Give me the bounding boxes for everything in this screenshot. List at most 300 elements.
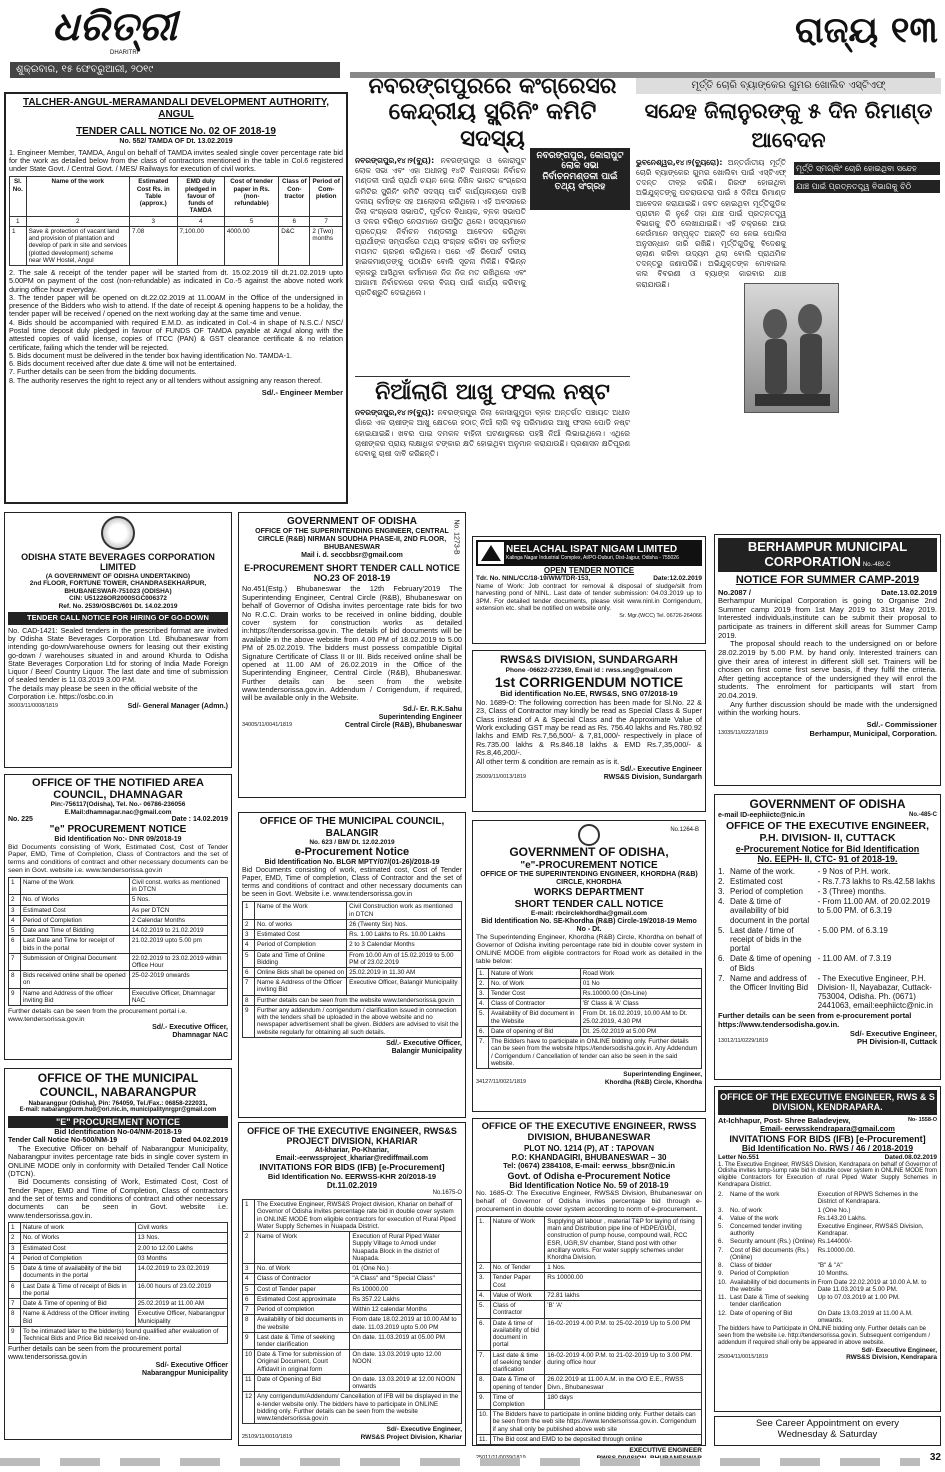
notice-ref: No. 552/ TAMDA OF Dt. 13.02.2019 — [119, 137, 233, 145]
ad-code: 34005/11/0041/1819 — [242, 721, 293, 728]
item-label: Last Date & Time of seeking tender clarification — [730, 1294, 809, 1309]
row-label: Class of Contractor — [489, 999, 581, 1009]
signature: Sd/.- Engineer Member — [261, 387, 343, 397]
table-row — [243, 995, 462, 1005]
table-cell: 2 (Two) months — [310, 226, 343, 265]
item-value: Up to 07.03.2019 at 1.00 PM. — [817, 1294, 900, 1302]
notice-title: INVITATIONS FOR BIDS (IFB) [e-Procurement] — [729, 1133, 926, 1144]
row-value: 2 to 3 Calendar Months — [347, 940, 462, 950]
office-name: OFFICE OF THE EXECUTIVE ENGINEER, P.H. DIVISION- II, CUTTACK — [725, 819, 930, 844]
row-number: 9 — [243, 1332, 255, 1349]
table-row — [477, 1290, 702, 1300]
row-text: To be intimated later to the bidder(s) found qualified after evaluation of Technical Bids and Price Bid received on-line. — [21, 1326, 228, 1343]
bid-id: Bid Identification No. SE-Khordha (R&B) Circle-19/2018-19 Memo No - Dt. — [481, 918, 697, 934]
tamda-tender-notice — [4, 92, 348, 504]
list-item — [718, 1207, 937, 1214]
row-text: The Bid cost and EMD to be deposited through online — [490, 1434, 701, 1444]
notice-title: NOTICE FOR SUMMER CAMP-2019 — [735, 573, 920, 586]
row-value: 01 (One No.) — [350, 1264, 462, 1274]
row-label: Date of Opening of Bid — [255, 1374, 350, 1391]
row-text: The Bidders have to participate in online bidding only. Further details can be seen from the web site https://www.tendersorissa.gov.in. Corrigendum if any shall only be published above web site — [490, 1410, 701, 1435]
item-number: 3. — [718, 1206, 724, 1214]
notice-title: "E" PROCUREMENT NOTICE — [8, 1116, 228, 1128]
list-item — [718, 887, 937, 896]
notice-footer: Further details can be seen from the procurement portal www.tendersorissa.gov.in — [8, 1346, 182, 1362]
row-label: No. of Work — [255, 1264, 350, 1274]
row-label: Last Date & Time of receipt of Bids in the portal — [21, 1281, 136, 1298]
nabarangpur-municipal-notice — [4, 1068, 232, 1440]
table-row — [243, 1374, 462, 1391]
row-number: 2. — [477, 1263, 491, 1273]
signature-office: Central Circle (R&B), Bhubaneswar — [344, 721, 462, 729]
table-row — [477, 1026, 702, 1036]
column-number: 5 — [224, 216, 278, 226]
signature: Sd/.- Executive Officer, — [386, 1039, 462, 1047]
item-value: - 3 (Three) months. — [817, 887, 887, 897]
row-label: Estimated Cost — [255, 930, 347, 940]
table-row — [9, 915, 228, 925]
career-strip — [714, 1416, 941, 1446]
list-item — [718, 1294, 937, 1308]
notice-date: Date.13.02.2019 — [881, 587, 937, 597]
row-label: Date & Time for submission of Original Document, Court Affidavit in original form — [255, 1350, 350, 1375]
notice-body: Berhampur Municipal Corporation is going to Organise 2nd Summer camp 2019 from 1st May 2019 to 31st May 2019. Interested individuals,institute can be submit their proposal to participate as trainers in different skill areas for Summer Camp 2019. — [718, 596, 937, 640]
table-cell: D&C — [279, 226, 310, 265]
item-number: 6. — [718, 954, 725, 964]
row-number: 6. — [477, 1318, 491, 1350]
table-row — [9, 1223, 228, 1233]
office-address: PLOT NO. 1214 (P), AT : TAPOVAN — [524, 1143, 654, 1153]
table-row — [9, 1264, 228, 1281]
ad-code: 25004/11/0015/1819 — [718, 1354, 769, 1361]
balangir-municipal-notice — [238, 812, 466, 1118]
row-value: Executive Officer, Dhamnagar NAC — [129, 988, 227, 1005]
signature: Sd/- Executive Engineer, — [861, 1346, 937, 1354]
row-number: 6. — [477, 1026, 489, 1036]
para-7: 7. Further details can be seen from the bidding documents. — [9, 367, 197, 377]
row-label: Date and Time of Online Bidding — [255, 950, 347, 967]
row-label: Date & time of availability of the bid documents in the portal — [21, 1264, 136, 1281]
office-name: OFFICE OF THE NOTIFIED AREA COUNCIL, DHAMNAGAR — [32, 777, 204, 801]
row-number: 1. — [477, 968, 489, 978]
row-number: 4 — [243, 1274, 255, 1284]
row-label: Availability of bid documents in the website — [255, 1315, 350, 1332]
ph-division-cuttack-notice — [714, 794, 941, 1080]
row-number: 8 — [9, 971, 21, 988]
table-header: Cost of tender paper in Rs. (non-refundable) — [224, 177, 278, 216]
table-row — [243, 1350, 462, 1375]
notice-body: Bid Documents consisting of work, estimated cost, Cost of Tender Paper, EMD, Time of completion, Class of Contractor and the set of terms and conditions of contract and other necessary documents can be seen in Govt. Website i.e. www.tendersorissa.gov.in — [242, 867, 462, 899]
item-number: 9. — [718, 1270, 724, 1278]
row-value: On date. 13.03.2019 upto 12.00 NOON — [350, 1350, 462, 1375]
item-label: Date & time of availability of bid document in the portal — [730, 897, 810, 925]
row-label: Date of opening of Bid — [489, 1026, 581, 1036]
row-number: 7 — [243, 978, 255, 995]
table-row — [477, 1216, 702, 1262]
item-value: 1 (One No.) — [817, 1206, 851, 1214]
item-label: Cost of Bid documents (Rs.) (Online) — [730, 1246, 809, 1261]
table-cell: 1 — [10, 226, 27, 265]
corp-address: 2nd FLOOR, FORTUNE TOWER, CHANDRASEKHARPUR, BHUBANESWAR-751023 (ODISHA) — [29, 580, 207, 595]
gov-name: GOVERNMENT OF ODISHA, — [509, 845, 669, 859]
odisha-emblem-icon — [578, 824, 600, 846]
ad-code: 25009/11/0013/1819 — [476, 774, 527, 780]
table-row — [243, 1305, 462, 1315]
item-number: 11. — [718, 1294, 727, 1302]
row-label: Last Date and Time for receipt of bids in the portal — [21, 936, 130, 953]
item-label: Date & time of opening of Bids — [730, 954, 812, 973]
item-label: Availability of bid documents in the website — [730, 1278, 816, 1293]
row-text: Further details can be seen from the website www.tendersorissa.gov.in — [255, 995, 462, 1005]
office-email: Email:-eerwssproject_khariar@rediffmail.com — [275, 1154, 429, 1162]
notice-ref: Ref. No. 2539/OSBC/601 Dt. 14.02.2019 — [58, 602, 178, 610]
news-idol-theft — [636, 78, 941, 506]
notice-body: No. CAD-1421: Sealed tenders in the prescribed format are invited by Odisha State Beverages Corporation Ltd. Bhubaneswar from intending go-down/warehouse owners for leasing out their existing go-down / warehouses situated in and around Khurda to Odisha State Beverages Corporation Ltd for storing of India Made Foreign Liquor / Beer/ Country Liquor. The last date and time of submission of sealed tender is 11.03.2019 3.00 P.M. — [8, 625, 228, 685]
footer-bar — [0, 1452, 945, 1472]
row-value: Civil Construction work as mentioned in DTCN — [347, 902, 462, 919]
item-value: - 11.00 AM. of 7.3.19 — [817, 954, 892, 964]
row-number: 6 — [243, 1294, 255, 1304]
row-label: Period of completion — [255, 1305, 350, 1315]
row-value: 2.00 to 12.00 Lakhs — [135, 1243, 227, 1253]
row-label: Availability of Bid document in the Website — [489, 1009, 581, 1026]
list-item — [718, 1279, 937, 1293]
story-body: ନବରଙ୍ଗପୁର ଓ କୋରାପୁଟ ଲୋକ ସଭା ଏବଂ ଏହା ଅଧୀନସ୍ଥ ୧୪ଟି ବିଧାନସଭା ନିର୍ବାଚନ ମଣ୍ଡଳୀ ପାଇଁ ପ୍ରାର୍ଥୀ ଚୟନ ନେଇ ନିଖିଳ ଭାରତ କଂଗ୍ରେସ କମିଟିର ସ୍କ୍ରିନିଂ କମିଟି ସଦସ୍ୟ ପାର୍ଟି କାର୍ଯ୍ୟାଳୟରେ ପହଞ୍ଚି ଦଳୀୟ କର୍ମୀଙ୍କ ସହ ଆଲୋଚନା କରିଥିଲେ। ଏହି ଅବସରରେ ଜିଲା କଂଗ୍ରେସ ସଭାପତି, ପୂର୍ବତନ ବିଧାୟକ, ବ୍ଳକ ସଭାପତି ଓ ଦଳର ବରିଷ୍ଠ ନେତାମାନେ ଉପସ୍ଥିତ ଥିଲେ। ସଦସ୍ୟମାନେ ପ୍ରତ୍ୟେକ ନିର୍ବାଚନ ମଣ୍ଡଳୀରୁ ଆବେଦନ କରିଥିବା ପ୍ରାର୍ଥୀଙ୍କ ସମ୍ପର୍କରେ ତଥ୍ୟ ସଂଗ୍ରହ କରିବା ସହ କର୍ମୀଙ୍କ ମତାମତ ଗ୍ରହଣ କରିଥିଲେ। ପରେ ଏହି ରିପୋର୍ଟ ଦଳୀୟ ହାଇକମାଣ୍ଡଙ୍କୁ ପଠାଯିବ ବୋଲି ସୂଚନା ମିଳିଛି। ବିଭିନ୍ନ ବ୍ଳକରୁ ଆସିଥିବା କର୍ମୀମାନେ ନିଜ ନିଜ ମତ ରଖିଥିଲେ ଏବଂ ଆଗାମୀ ନିର୍ବାଚନରେ ଦଳର ବିଜୟ ପାଇଁ କାର୍ଯ୍ୟ କରିବାକୁ ପ୍ରତିଶ୍ରୁତି ଦେଇଥିଲେ। — [355, 156, 526, 297]
item-value: - 9 Nos of P.H. work. — [817, 866, 891, 876]
table-row — [9, 953, 228, 970]
item-number: 12. — [718, 1309, 727, 1317]
bid-id: Bid identification No.EE, RWS&S, SNG 07/2018-19 — [500, 689, 678, 699]
item-label: Last date / time of receipt of bids in the portal — [730, 925, 802, 954]
item-value: "B" & "A" — [817, 1262, 843, 1270]
row-number: 2. — [477, 978, 489, 988]
table-cell: 7,100.00 — [177, 226, 224, 265]
column-number: 6 — [279, 216, 310, 226]
notice-footer: Further details can be seen from the procurement portal i.e. www.tendersorissa.gov.in — [8, 1008, 188, 1023]
row-value: "A Class" and "Special Class" — [350, 1274, 462, 1284]
table-row — [9, 1326, 228, 1343]
row-value: Rs 10000.00 — [545, 1273, 702, 1290]
table-row — [243, 919, 462, 929]
office-address: At-khariar, Po-Khariar, — [315, 1146, 389, 1154]
letter-number: Tender Call Notice No-500/NM-19 — [8, 1136, 118, 1144]
row-value: 25.02.2019 at 11.00 AM — [135, 1299, 227, 1309]
table-row — [9, 1309, 228, 1326]
table-row — [477, 1318, 702, 1350]
row-number: 3 — [9, 905, 21, 915]
row-label: Estimated Cost — [21, 1243, 136, 1253]
table-row — [243, 1005, 462, 1037]
row-number: 4 — [9, 1253, 21, 1263]
para-2: 2. The sale & receipt of the tender paper will be started from dt. 15.02.2019 till dt.21.02.2019 upto 5.00PM on payment of the cost (non-refundable) as indicated in Co.-5 against the above noted work during office hour everyday. — [9, 267, 343, 294]
row-value: From 10.00 Am of 15.02.2019 to 5.00 PM of 23.02.2019 — [347, 950, 462, 967]
para-4: 4. Bids should be accompanied with required E.M.D. as indicated in Col.-4 in shape of N.S.C./ NSC/ Postal time deposit duly pledged in favour of FUNDS OF TAMDA payable at Angul along with the attested copies of valid license, copies of ITCC (PAN) & GST clearance certificate & no relation certificate, failing which the tender will be rejected. — [9, 317, 343, 352]
row-value: 72.81 lakhs — [545, 1290, 702, 1300]
signature: Sd/.- Executive Engineer — [620, 765, 702, 773]
row-number: 4. — [477, 999, 489, 1009]
idol-photo — [744, 283, 839, 413]
signature-office: RWS&S Project Division, Khariar — [360, 1433, 462, 1441]
row-value: Road Work — [580, 968, 701, 978]
row-value: 1 Nos. — [545, 1263, 702, 1273]
table-row — [477, 1009, 702, 1026]
contact: Sr. Mgr.(WCC) Tel. 06726-264066 — [619, 612, 702, 619]
news-congress-story — [355, 74, 630, 376]
row-value: 'B' 'A' — [545, 1301, 702, 1318]
row-value: Rs 10000.00 — [350, 1284, 462, 1294]
corp-name: BERHAMPUR MUNICIPAL CORPORATION — [747, 539, 908, 569]
row-label: Name & Address of the Officer inviting Bid — [255, 978, 347, 995]
gov-name: GOVERNMENT OF ODISHA — [749, 797, 906, 811]
office-contact: Tel: (0674) 2384108, E-mail: eerwss_bbsr@nic.in — [503, 1161, 675, 1171]
news-sugarcane-fire — [355, 376, 630, 506]
notice-body: Bid Documents consisting of Work, Estimated Cost, Cost of Tender Paper, EMD, Time of Completion, Class of Contractors and the set of terms and conditions of contract and other necessary documents can be seen in Govt. website i.e. www.tendersorissa.gov.in — [8, 843, 228, 875]
office-address: Nabarangpur (Odisha), Pin: 764059, Tel./Fax.: 06858-222031, — [28, 1099, 208, 1107]
rb-central-circle-notice — [238, 512, 466, 798]
notice-date: Date : 14.02.2019 — [171, 816, 228, 824]
signature: Superintending Engineer, — [623, 1071, 702, 1079]
list-item — [718, 974, 937, 1011]
row-value: 13 Nos. — [135, 1233, 227, 1243]
list-item — [718, 954, 937, 972]
row-label: Tender Paper Cost — [490, 1273, 545, 1290]
notice-title: INVITATIONS FOR BIDS (IFB) [e-Procurement] — [259, 1161, 445, 1172]
row-number: 10 — [243, 1350, 255, 1375]
row-number: 9. — [477, 1392, 491, 1409]
khordha-rb-notice — [472, 820, 706, 1112]
career-line-1: See Career Appointment on every — [755, 1418, 900, 1429]
row-number: 3 — [243, 1264, 255, 1274]
row-label: Name of Work — [255, 1232, 350, 1264]
row-value: From Dt. 16.02.2019, 10.00 AM to Dt. 25.02.2019, 4.30 PM — [580, 1009, 701, 1026]
signature-title: Superintending Engineer — [378, 713, 462, 721]
list-item — [718, 1215, 937, 1222]
item-number: 4. — [718, 897, 725, 907]
notice-body: The Superintending Engineer, Khordha (R&B) Circle, Khordha on behalf of Governor of Odisha inviting percentage rate bid in double cover system in ONLINE MODE from eligible contractors for Road work as detailed in the table below: — [476, 934, 702, 965]
row-number: 4 — [9, 915, 21, 925]
item-label: Value of the work — [730, 1214, 779, 1222]
notice-footer: Further details can be seen from e-procurement portal https://www.tendersodisha.gov.in. — [718, 1011, 912, 1030]
row-value: 16-02-2019 4.00 P.M. to 25-02-2019 Up to 5.00 PM — [545, 1318, 702, 1350]
column-number: 2 — [26, 216, 129, 226]
table-row — [477, 1301, 702, 1318]
item-value: Rs.143.20 Lakhs. — [817, 1214, 867, 1222]
rws-sundargarh-notice — [472, 650, 706, 812]
office-name: OFFICE OF THE SUPERINTENDING ENGINEER, KHORDHA (R&B) CIRCLE, KHORDHA — [480, 871, 698, 887]
letter-number: No.1675-O — [432, 1190, 462, 1197]
item-value: - From 11.00 AM. of 20.02.2019 to 5.00 PM. of 6.3.19 — [817, 897, 930, 916]
office-name: RWS&S DIVISION, SUNDARGARH — [500, 654, 678, 666]
row-number: 3 — [243, 930, 255, 940]
notice-title: TENDER CALL NOTICE FOR HIRING OF GO-DOWN — [8, 612, 228, 625]
row-value: On date. 11.03.2019 at 05.00 PM — [350, 1332, 462, 1349]
row-value: Rs.10000.00 (On-Line) — [580, 989, 701, 999]
row-number: 8 — [243, 1315, 255, 1332]
career-line-2: Wednesday & Saturday — [777, 1428, 878, 1440]
table-row — [9, 1233, 228, 1243]
notice-date: Date:12.02.2019 — [653, 575, 702, 583]
table-header: Class of Con-tractor — [279, 177, 310, 216]
item-number: 10. — [718, 1278, 727, 1286]
ad-code: 25109/11/0010/1819 — [242, 1433, 293, 1440]
table-row — [477, 968, 702, 978]
table-header: EMD duly pledged in favour of funds of TAMDA — [177, 177, 224, 216]
list-item — [718, 1310, 937, 1324]
column-number: 4 — [177, 216, 224, 226]
headline-line-1: ନବରଙ୍ଗପୁରରେ କଂଗ୍ରେସର — [368, 74, 617, 99]
row-number: 7 — [243, 1305, 255, 1315]
side-number: No. 1273-B — [452, 519, 460, 555]
row-value: 01 No — [580, 978, 701, 988]
table-row — [9, 905, 228, 915]
table-row — [477, 1434, 702, 1444]
table-header: Period of Com-pletion — [310, 177, 343, 216]
notice-date: Dated 04.02.2019 — [171, 1136, 228, 1144]
item-value: 10 Months. — [817, 1270, 849, 1278]
notice-title: "e" PROCUREMENT NOTICE — [49, 824, 187, 836]
row-label: Date & time of availability of bid document in portal — [490, 1318, 545, 1350]
office-name: OFFICE OF THE SUPERINTENDING ENGINEER, CENTRAL CIRCLE (R&B) NIRMAN SOUDHA PHASE-II, 2ND FLOOR, BHUBANESWAR — [255, 527, 449, 551]
letter-number: No.2087 / — [718, 587, 751, 597]
row-number: 3. — [477, 989, 489, 999]
row-text: The Bidders have to participate in ONLINE bidding only. Further details can be seen from the website https://tendersodisha.gov.in. Any Addendum / Corrigendum / Cancellation of tender can also be seen in the said website. — [489, 1037, 702, 1069]
row-text: Any corrigendum/Addendum/ Cancellation of IFB will be displayed in the e-tender website only. The bidders have to participate in ONLINE bidding only. Further details can be seen from the website www.tendersorissa.gov.in — [255, 1392, 462, 1424]
row-label: Bids received online shall be opened on — [21, 971, 130, 988]
story-body: ଅନ୍ତର୍ଜାତୀୟ ମୂର୍ତ୍ତି ଚୋରି ବ୍ୟାଙ୍କେର ଗୁମର ଖୋଲିବା ପାଇଁ ଏସ୍‌ଟିଏଫ୍ ତଦନ୍ତ ତୀବ୍ର କରିଛି। ଗିରଫ ହୋଇଥିବା ଅଭିଯୁକ୍ତଙ୍କୁ ପଚରାଉଚରା ପାଇଁ ୫ ଦିନିଆ ରିମାଣ୍ଡ ଆବେଦନ କରାଯାଇଛି। ଜବତ ହୋଇଥିବା ମୂର୍ତ୍ତିଗୁଡିକ ପ୍ରାଚୀନ କି ନୁହେଁ ତାହା ଯାଞ୍ଚ ପାଇଁ ପ୍ରତ୍ନତତ୍ତ୍ୱ ବିଭାଗକୁ ଚିଠି ଲେଖାଯାଇଛି। ଏହି ଚକ୍ରରେ ଆଉ କେଉଁମାନେ ସମ୍ପୃକ୍ତ ଅଛନ୍ତି ସେ ନେଇ ପୋଲିସ ଅନୁସନ୍ଧାନ ଜାରି ରଖିଛି। ମୂର୍ତ୍ତିଗୁଡିକୁ ବିଦେଶକୁ ଚାଲାଣ କରିବା ଉଦ୍ୟମ ଥିଲା ବୋଲି ପ୍ରାଥମିକ ତଦନ୍ତରୁ ଜଣାପଡିଛି। ଅଭିଯୁକ୍ତଙ୍କ ମୋବାଇଲ କଲ ବିବରଣୀ ଓ ବ୍ୟାଙ୍କ କାରବାର ଯାଞ୍ଚ କରାଯାଉଛି। — [636, 158, 786, 289]
item-label: Name of the work. — [730, 866, 795, 876]
row-number: 7. — [477, 1037, 489, 1069]
row-label: Value of Work — [490, 1290, 545, 1300]
item-value: Rs.10000.00. — [817, 1246, 856, 1254]
notice-title: e-Procurement Notice for Bid Identification — [735, 843, 920, 854]
row-label: Estimated Cost approximate — [255, 1294, 350, 1304]
row-value: 22.02.2019 to 23.02.2019 within Office Hour — [129, 953, 227, 970]
row-number: 5 — [243, 1284, 255, 1294]
row-number: 1. — [477, 1216, 491, 1262]
row-value: Civil works — [135, 1223, 227, 1233]
office-email: E.Mail:dhamnagar.nac@gmail.com — [64, 808, 172, 816]
table-row — [477, 999, 702, 1009]
row-number: 5. — [477, 1301, 491, 1318]
office-name: OFFICE OF THE MUNICIPAL COUNCIL, NABARANGPUR — [37, 1071, 199, 1099]
khariar-rwss-notice — [238, 1122, 466, 1446]
notice-body: No. 1685-O: The Executive Engineer, RWS&S Division, Bhubaneswar on behalf of Governor of Odisha invites percentage bid through e-procurement in double cover system according to norm of e-procurement. — [476, 1190, 702, 1213]
row-value: Executive Officer, Nabarangpur Municipality — [135, 1309, 227, 1326]
notice-footer: The bidders have to Participate in ONLINE bidding only. Further details can be seen from the website i.e. http://tendersorissa.gov.in. Subsequent corrigendum / addendum if required shall only be appeared in above website. — [718, 1326, 931, 1346]
notice-body-2: Bid Documents consisting of Work, Estimated Cost, Cost of Tender Paper, EMD and Time of Completion, Class of contractors and the set of terms and conditions of contract and other necessary documents can be seen in Govt. website i.e. www.tendersorissa.gov.in. — [8, 1177, 228, 1220]
company-address: Kalinga Nagar Industrial Complex, At/PO-Duburi, Dist-Jajpur, Odisha - 755026 — [506, 554, 679, 561]
item-label: Security amount (Rs.) (Online) — [730, 1238, 816, 1246]
item-value: - Rs.7.73 lakhs to Rs.42.58 lakhs — [817, 876, 935, 886]
row-number: 6 — [243, 967, 255, 977]
row-number: 3. — [477, 1273, 491, 1290]
row-value: 21.02.2019 upto 5.00 pm — [129, 936, 227, 953]
table-row — [9, 971, 228, 988]
row-value: 16.00 hours of 23.02.2019 — [135, 1281, 227, 1298]
row-label: Period of Completion — [21, 1253, 136, 1263]
row-value: 26.02.2019 at 11.00 A.M. in the O/O E.E., RWSS Divn., Bhubaneswar — [545, 1375, 702, 1392]
row-value: Rs 357.22 Lakhs — [350, 1294, 462, 1304]
notice-body: 1. The Executive Engineer, RWS&S Division, Kendrapara on behalf of Governor of Odisha invites lump-sump rate bid in double cover system in ONLINE MODE from eligible Contractors for Execution of rural Piped Water Supply Schemes in Kendrapara District. — [718, 1161, 937, 1189]
row-value: Executive Officer, Balangir Municipality — [347, 978, 462, 995]
row-number: 12 — [243, 1392, 255, 1424]
office-pin: Pin:-756117(Odisha), Tel. No.- 06786-236056 — [50, 801, 186, 809]
bid-id: Bid Identification Notice No. 59 of 2018-19 — [509, 1181, 669, 1191]
row-number: 11 — [243, 1374, 255, 1391]
row-label: Nature of Work — [490, 1216, 545, 1262]
row-label: Date & Time of opening of tender — [490, 1375, 545, 1392]
signature-office: Dhamnagar NAC — [172, 1031, 228, 1039]
row-value: 26 (Twenty Six) Nos. — [347, 919, 462, 929]
table-cell: 7.08 — [130, 226, 178, 265]
row-value: 180 days — [545, 1392, 702, 1409]
bullet-2: ଯାଞ୍ଚ ପାଇଁ ପ୍ରତ୍ନତତ୍ତ୍ୱ ବିଭାଗକୁ ଚିଠି — [794, 180, 940, 193]
table-row — [243, 978, 462, 995]
table-row — [243, 930, 462, 940]
letter-number: No. 225 — [8, 816, 33, 824]
ad-number: No.-485-C — [908, 811, 937, 818]
authority-name: TALCHER-ANGUL-MERAMANDALI DEVELOPMENT AUTHORITY, ANGUL — [22, 97, 330, 120]
table-row — [9, 926, 228, 936]
bid-id: Bid Identification No. RWS / 46 / 2018-2019 — [741, 1143, 914, 1154]
logo-subtitle: DHARITRI — [110, 50, 139, 56]
kendrapara-rwss-notice — [714, 1086, 941, 1412]
signature-office: Nabarangpur Municipality — [142, 1370, 228, 1378]
gov-name: GOVERNMENT OF ODISHA — [286, 516, 417, 527]
row-number: 11. — [477, 1434, 491, 1444]
row-number: 5. — [477, 1009, 489, 1026]
signature: EXECUTIVE ENGINEER — [629, 1447, 702, 1455]
ad-number: No.-482-C — [862, 561, 891, 568]
row-number: 9 — [9, 1326, 21, 1343]
list-item — [718, 1262, 937, 1269]
notice-body-2: All other term & condition are remain as is it. — [476, 756, 620, 766]
letter-number: Letter No.551 — [718, 1154, 760, 1162]
headline-line-2: କେନ୍ଦ୍ରୀୟ ସ୍କ୍ରିନିଂ କମିଟି ସଦସ୍ୟ — [388, 99, 597, 152]
table-row — [9, 1281, 228, 1298]
table-row — [9, 1253, 228, 1263]
row-label: No. of Works — [21, 1233, 136, 1243]
work-table — [9, 176, 343, 266]
row-number: 1 — [243, 1200, 255, 1232]
bid-id: Bid Identification No. EERWSS-KHR 20/2018-19 — [267, 1171, 437, 1181]
notice-body-2: The proposal should reach to the undersigned on or before 28.02.2019 by 5.00 P.M. by hand only. Interested trainers can give their area of interest in different skill set. Trainers will be chosen on first come first serve basis, if they fulfil the criteria. After getting acceptance of the undersigned they will enrol the students. The enrolment for participants will start from 20.04.2019. — [718, 639, 937, 701]
bid-id: No. EEPH- II, CTC- 91 of 2018-19. — [757, 854, 898, 865]
row-number: 1 — [9, 1223, 21, 1233]
column-number: 7 — [310, 216, 343, 226]
dateline: ଭୁବନେଶ୍ୱର,୧୪।୨(ବ୍ୟୁରୋ): — [636, 158, 723, 167]
para-1: 1. Engineer Member, TAMDA, Angul on behalf of TAMDA invites sealed single cover percentage rate bid for the work as detailed below from the class of contractors mentioned in the table in Col.6 registered under State Govt. / Central Govt. / MES/ Railways for execution of civil works. — [9, 147, 343, 174]
notice-title: Govt. of Odisha e-Procurement Notice — [507, 1170, 671, 1181]
bid-id: Bid Identification No-04/NM-2018-19 — [54, 1127, 182, 1137]
osbc-notice — [4, 512, 232, 768]
table-row — [477, 989, 702, 999]
item-label: No. of work — [730, 1206, 762, 1214]
ninl-notice — [472, 536, 706, 644]
corp-name: ODISHA STATE BEVERAGES CORPORATION LIMITED — [21, 552, 215, 573]
bhubaneswar-rwss-notice — [472, 1118, 706, 1455]
row-value: 14.02.2019 to 23.02.2019 — [135, 1264, 227, 1281]
row-number: 7. — [477, 1350, 491, 1375]
ad-number: No.1264-B — [670, 827, 699, 833]
table-row — [9, 988, 228, 1005]
item-label: Period of Completion — [730, 1270, 789, 1278]
ad-number: No- 1558-O — [907, 1116, 937, 1123]
row-label: Name of the Work — [21, 877, 130, 894]
item-number: 7. — [718, 973, 725, 983]
row-label: Name and Address of the officer inviting Bid — [21, 988, 130, 1005]
table-row — [243, 967, 462, 977]
